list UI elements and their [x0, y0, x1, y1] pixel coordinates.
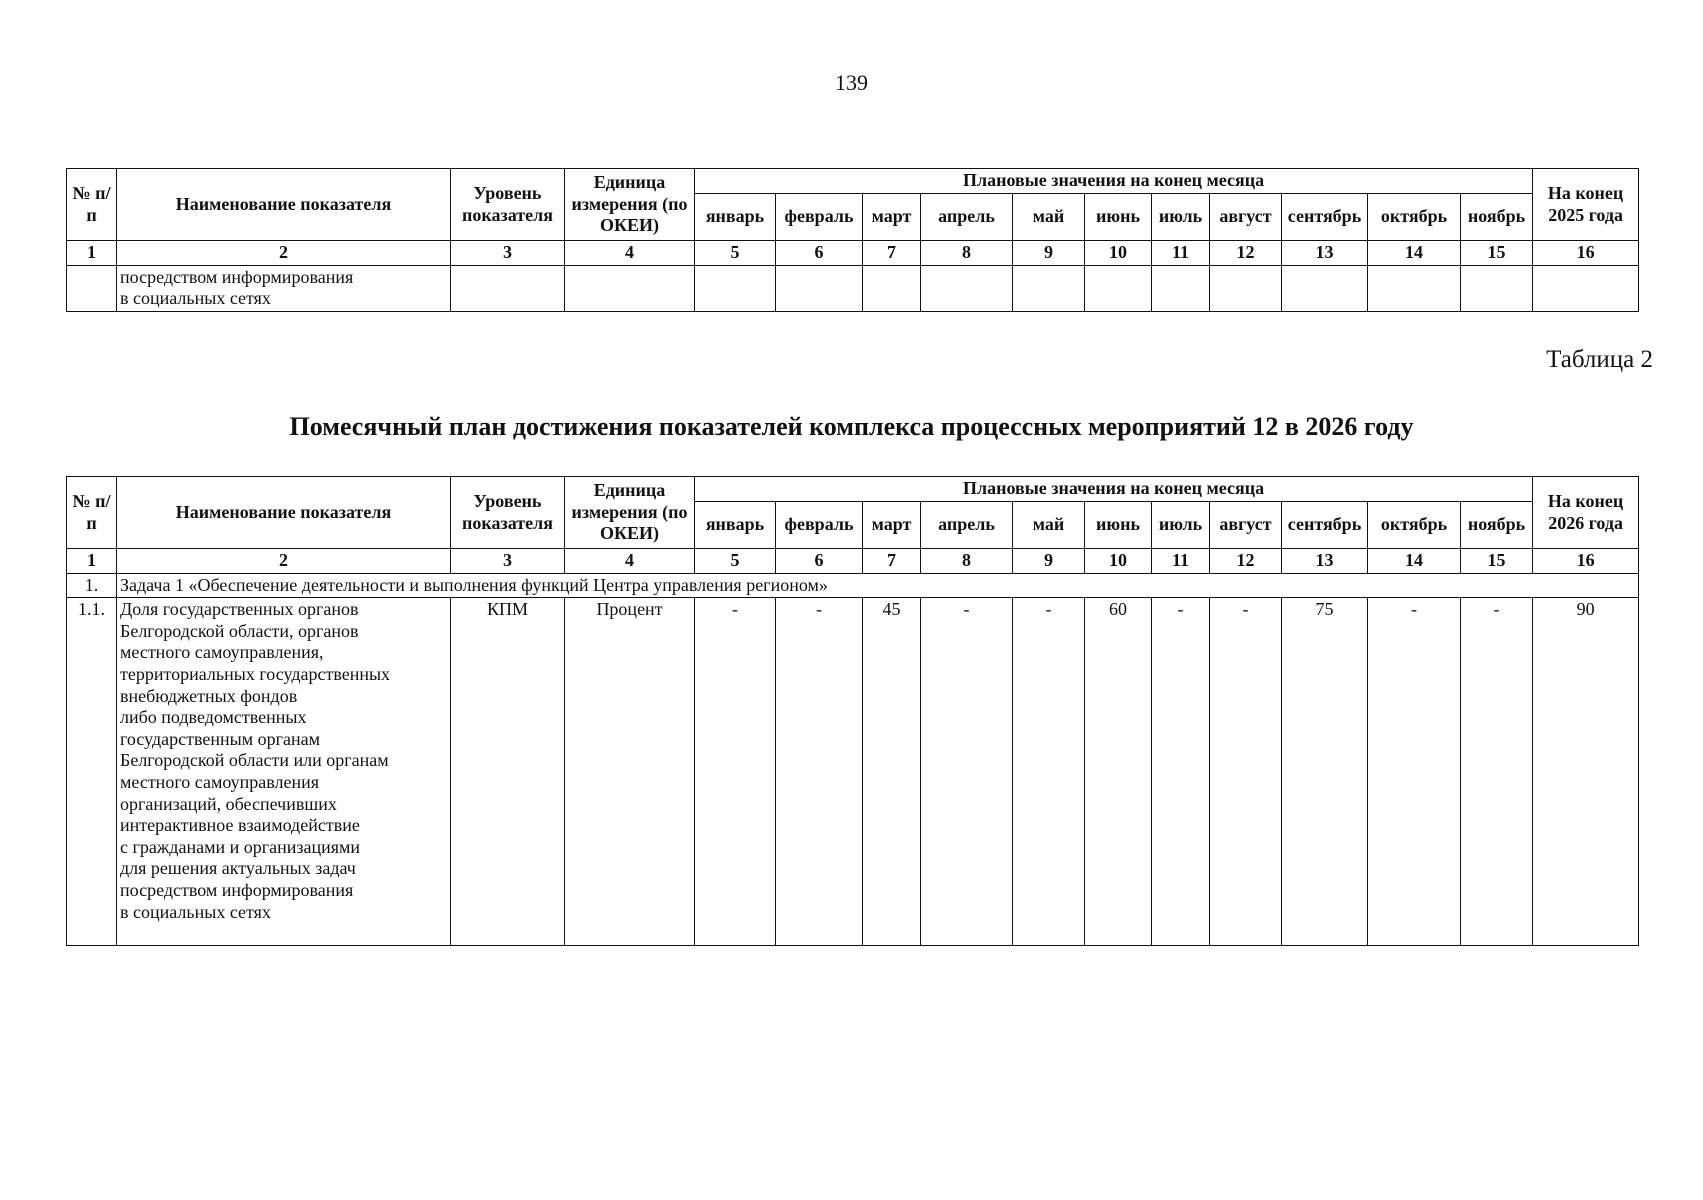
header-month: май [1013, 502, 1085, 549]
value-mar: 45 [863, 598, 921, 946]
task-row [67, 573, 1639, 598]
header-number: № п/п [67, 169, 117, 241]
column-number: 5 [695, 549, 776, 574]
header-indicator-level: Уровень показателя [451, 477, 565, 549]
header-month: август [1210, 194, 1282, 241]
value-jun: 60 [1085, 598, 1152, 946]
column-number: 9 [1013, 241, 1085, 266]
column-number: 1 [67, 241, 117, 266]
header-month: июль [1152, 502, 1210, 549]
column-number: 7 [863, 549, 921, 574]
header-month: март [863, 194, 921, 241]
column-number: 5 [695, 241, 776, 266]
column-number: 10 [1085, 241, 1152, 266]
value-jan: - [695, 598, 776, 946]
indicator-row [67, 598, 1639, 946]
column-number: 11 [1152, 549, 1210, 574]
column-number: 16 [1533, 549, 1639, 574]
column-number: 15 [1461, 549, 1533, 574]
value-feb: - [776, 598, 863, 946]
column-number-row [67, 241, 1639, 266]
header-unit: Единица измерения (по ОКЕИ) [565, 169, 695, 241]
header-unit: Единица измерения (по ОКЕИ) [565, 477, 695, 549]
column-number: 16 [1533, 241, 1639, 266]
column-number: 11 [1152, 241, 1210, 266]
header-indicator-level: Уровень показателя [451, 169, 565, 241]
header-month: апрель [921, 502, 1013, 549]
column-number: 10 [1085, 549, 1152, 574]
header-month: октябрь [1368, 194, 1461, 241]
task-text: Задача 1 «Обеспечение деятельности и выполнения функций Центра управления регионом» [117, 573, 1639, 598]
value-aug: - [1210, 598, 1282, 946]
column-number: 2 [117, 241, 451, 266]
header-end-of-year: На конец 2025 года [1533, 169, 1639, 241]
page-number: 139 [835, 70, 868, 95]
column-number: 4 [565, 241, 695, 266]
header-month: январь [695, 502, 776, 549]
indicator-number: 1.1. [67, 598, 117, 946]
header-month: февраль [776, 502, 863, 549]
column-number: 14 [1368, 241, 1461, 266]
header-month: июль [1152, 194, 1210, 241]
header-number: № п/п [67, 477, 117, 549]
header-month: сентябрь [1282, 502, 1368, 549]
monthly-plan-table [66, 476, 1639, 946]
column-number: 14 [1368, 549, 1461, 574]
indicator-unit: Процент [565, 598, 695, 946]
column-number: 12 [1210, 241, 1282, 266]
table-row [67, 265, 1639, 311]
header-month: июнь [1085, 194, 1152, 241]
header-month: июнь [1085, 502, 1152, 549]
column-number: 7 [863, 241, 921, 266]
column-number: 9 [1013, 549, 1085, 574]
value-nov: - [1461, 598, 1533, 946]
header-month: март [863, 502, 921, 549]
header-month: февраль [776, 194, 863, 241]
column-number: 13 [1282, 549, 1368, 574]
header-planned-values: Плановые значения на конец месяца [695, 169, 1533, 194]
indicator-name: Доля государственных органов Белгородской области, органов местного самоуправления, территориальных государственных внебюджетных фондов либо подведомственных государственным органам Белгородской области или органам местного самоуправления организаций, обеспечивших интерактивное взаимодействие с гражданами и организациями для решения актуальных задач посредством информирования в социальных сетях [117, 598, 451, 946]
value-oct: - [1368, 598, 1461, 946]
header-month: май [1013, 194, 1085, 241]
column-number: 2 [117, 549, 451, 574]
value-apr: - [921, 598, 1013, 946]
task-number: 1. [67, 573, 117, 598]
header-indicator-name: Наименование показателя [117, 477, 451, 549]
column-number: 3 [451, 549, 565, 574]
header-indicator-name: Наименование показателя [117, 169, 451, 241]
column-number: 8 [921, 241, 1013, 266]
column-number: 15 [1461, 241, 1533, 266]
value-sep: 75 [1282, 598, 1368, 946]
header-month: октябрь [1368, 502, 1461, 549]
value-jul: - [1152, 598, 1210, 946]
indicator-level: КПМ [451, 598, 565, 946]
indicators-table-continuation [66, 168, 1639, 312]
column-number: 4 [565, 549, 695, 574]
column-number-row [67, 549, 1639, 574]
column-number: 6 [776, 549, 863, 574]
column-number: 1 [67, 549, 117, 574]
header-month: ноябрь [1461, 502, 1533, 549]
header-month: сентябрь [1282, 194, 1368, 241]
column-number: 12 [1210, 549, 1282, 574]
header-planned-values: Плановые значения на конец месяца [695, 477, 1533, 502]
header-month: август [1210, 502, 1282, 549]
header-month: апрель [921, 194, 1013, 241]
column-number: 8 [921, 549, 1013, 574]
indicator-name: посредством информирования в социальных сетях [117, 265, 451, 311]
column-number: 13 [1282, 241, 1368, 266]
header-end-of-year: На конец 2026 года [1533, 477, 1639, 549]
column-number: 6 [776, 241, 863, 266]
table-title: Помесячный план достижения показателей комплекса процессных мероприятий 12 в 2026 году [289, 412, 1414, 441]
column-number: 3 [451, 241, 565, 266]
value-end-of-year: 90 [1533, 598, 1639, 946]
header-month: ноябрь [1461, 194, 1533, 241]
header-month: январь [695, 194, 776, 241]
value-may: - [1013, 598, 1085, 946]
table-label: Таблица 2 [1546, 346, 1653, 373]
